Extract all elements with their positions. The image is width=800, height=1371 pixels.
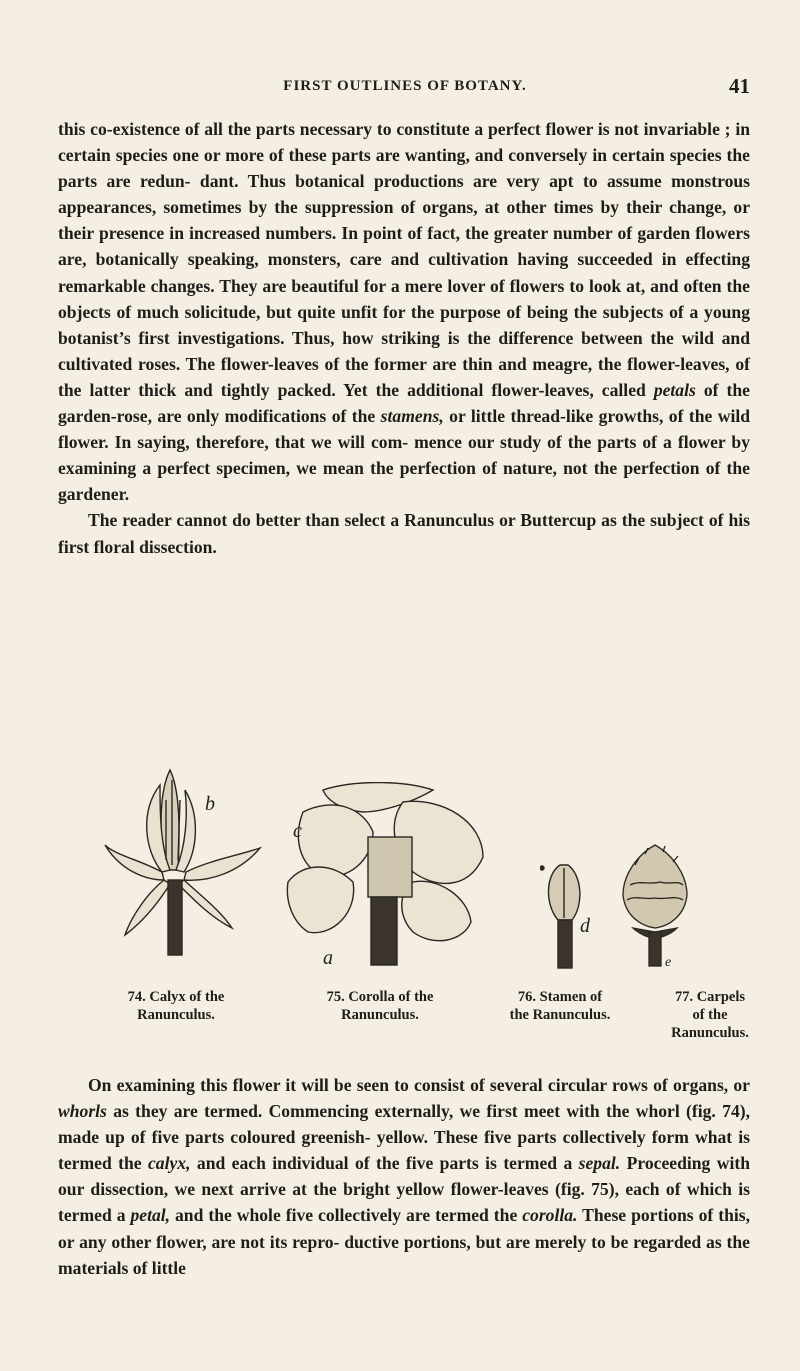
figure-76-caption: 76. Stamen of the Ranunculus. <box>509 989 611 1023</box>
paragraph: this co-existence of all the parts necessary to constitute a perfect flower is not invariable ; in certain species one or more of these parts are wanting, and conversely in certain species the parts are redun- dant. Thus botanical productions are very apt to assume monstrous appearances, sometimes by the suppression of organs, at other times by their change, or their presence in increased numbers. In point of fact, the greater number of garden flowers are, botanically speaking, monsters, care and cultivation having succeeded in effecting remarkable changes. They are beautiful for a mere lover of flowers to look at, and often the objects of much solicitude, but quite unfit for the purpose of being the subjects of a young botanist’s first investigations. Thus, how striking is the difference between the wild and cultivated roses. The flower-leaves of the former are thin and meagre, the flower-leaves, of the latter thick and tightly packed. Yet the additional flower-leaves, called petals of the garden-rose, are only modifications of the stamens, or little thread-like growths, of the wild flower. In saying, therefore, that we will com- mence our study of the parts of a flower by examining a perfect specimen, we mean the perfection of nature, not the perfection of the gardener. <box>58 119 751 505</box>
emphasis-sepal: sepal. <box>578 1153 621 1174</box>
figure-74-calyx-illustration <box>100 760 270 960</box>
figure-76-stamen-illustration <box>540 860 610 970</box>
emphasis-stamens: stamens, <box>380 406 444 427</box>
figure-75-label-c: c <box>293 820 302 842</box>
figure-75-label-a: a <box>323 947 333 969</box>
running-title: FIRST OUTLINES OF BOTANY. <box>283 78 527 94</box>
figure-77-caption: 77. Carpels of the Ranunculus. <box>671 989 749 1041</box>
figure-75-corolla-illustration <box>283 782 493 972</box>
figure-77-label: e <box>665 955 672 970</box>
paragraph: On examining this flower it will be seen to consist of several circular rows of organs, or whorls as they are termed. Commencing externally, we first meet with the whorl (fig. 74), made up of five parts coloured greenish- yellow. These five parts collectively form what is termed the calyx, and each individual of the five parts is termed a sepal. Proceeding with our dissection, we next arrive at the bright yellow flower-leaves (fig. 75), each of which is termed a petal, and the whole five collectively are termed the corolla. These portions of this, or any other flower, are not its repro- ductive portions, but are merely to be regarded as the materials of little <box>58 1075 751 1278</box>
figure-74-caption: 74. Calyx of the Ranunculus. <box>127 989 225 1023</box>
figure-77-carpels-illustration <box>615 840 695 970</box>
page-header <box>60 74 750 108</box>
paragraph: The reader cannot do better than select a Ranunculus or Buttercup as the subject of his first floral dissection. <box>58 510 750 557</box>
emphasis-corolla: corolla. <box>522 1205 578 1226</box>
figure-76-label: d <box>580 915 590 937</box>
emphasis-petals: petals <box>653 379 696 400</box>
emphasis-calyx: calyx, <box>148 1153 191 1174</box>
figure-75-caption: 75. Corolla of the Ranunculus. <box>326 989 434 1023</box>
figure-74-label: b <box>205 793 215 815</box>
body-text-lower <box>58 1072 750 1281</box>
page-number: 41 <box>729 74 750 98</box>
body-text-upper <box>58 116 750 560</box>
emphasis-petal: petal, <box>130 1205 171 1226</box>
emphasis-whorls: whorls <box>58 1101 107 1122</box>
